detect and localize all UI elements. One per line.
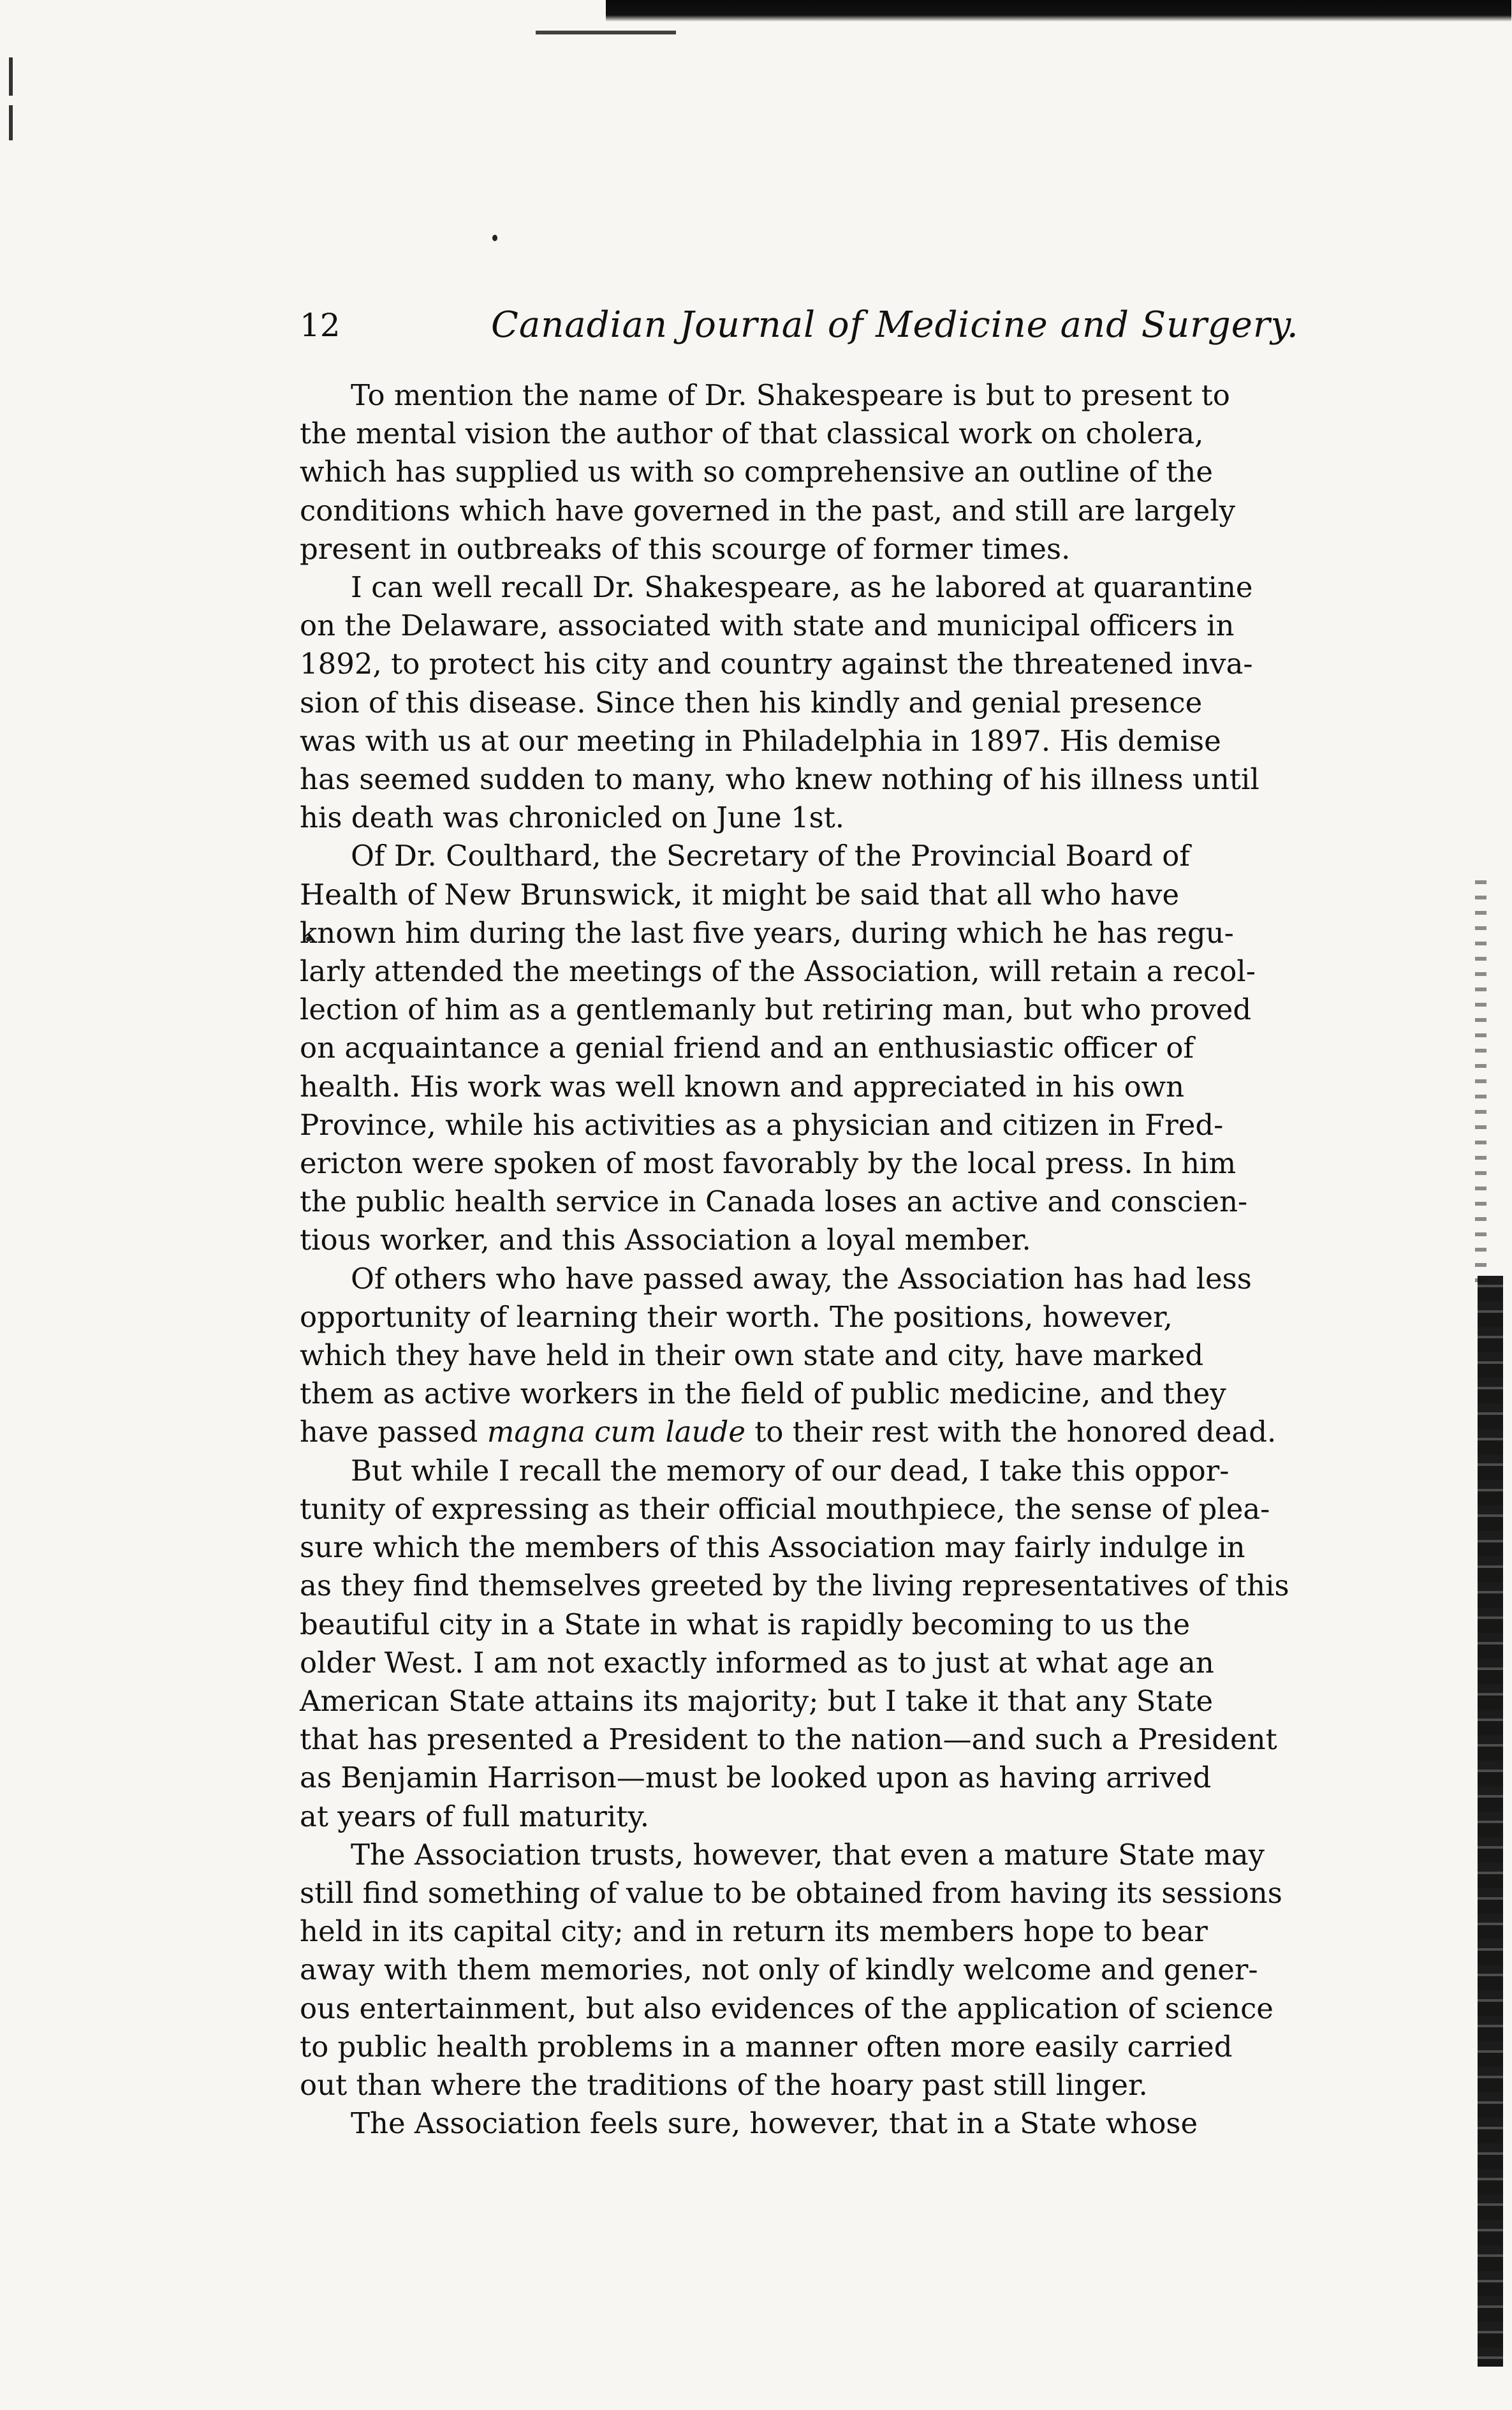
text-line: older West. I am not exactly informed as to just at what age an — [300, 1645, 1214, 1680]
text-line: as they find themselves greeted by the living representatives of this — [300, 1569, 1289, 1603]
scan-artifact-right-dots — [1475, 880, 1486, 1289]
running-head — [300, 300, 1333, 351]
text-line: Province, while his activities as a physician and citizen in Fred- — [300, 1107, 1224, 1142]
text-line: sion of this disease. Since then his kindly and genial presence — [300, 685, 1203, 720]
paragraph — [300, 837, 1333, 1259]
paragraph — [300, 568, 1333, 837]
paragraph — [300, 1452, 1333, 1836]
text-line: American State attains its majority; but I take it that any State — [300, 1683, 1214, 1718]
text-line: on the Delaware, associated with state and municipal officers in — [300, 609, 1235, 643]
text-line: conditions which have governed in the past, and still are largely — [300, 493, 1236, 528]
text-line: which they have held in their own state and city, have marked — [300, 1338, 1204, 1373]
text-line: them as active workers in the field of public medicine, and they — [300, 1377, 1226, 1411]
text-line: ous entertainment, but also evidences of the application of science — [300, 1991, 1273, 2025]
text-line: health. His work was well known and appreciated in his own — [300, 1069, 1185, 1104]
text-line: But while I recall the memory of our dead, I take this oppor- — [351, 1453, 1229, 1488]
text-line: the public health service in Canada loses an active and conscien- — [300, 1185, 1248, 1219]
paragraph — [300, 376, 1333, 568]
latin-phrase: magna cum laude — [487, 1415, 745, 1449]
text-line: tunity of expressing as their official mouthpiece, the sense of plea- — [300, 1491, 1270, 1526]
text-line: larly attended the meetings of the Association, will retain a recol- — [300, 954, 1256, 989]
text-line: Of others who have passed away, the Association has had less — [351, 1261, 1252, 1296]
text-line: opportunity of learning their worth. The positions, however, — [300, 1299, 1173, 1334]
text-line: has seemed sudden to many, who knew nothing of his illness until — [300, 762, 1259, 797]
text-line: known him during the last five years, during which he has regu- — [300, 915, 1234, 950]
text-line: the mental vision the author of that classical work on cholera, — [300, 417, 1204, 451]
text-line: at years of full maturity. — [300, 1799, 650, 1833]
text-line: his death was chronicled on June 1st. — [300, 801, 845, 835]
text-line: to public health problems in a manner often more easily carried — [300, 2029, 1233, 2064]
text-line: lection of him as a gentlemanly but retiring man, but who proved — [300, 993, 1252, 1027]
text-line: Health of New Brunswick, it might be said that all who have — [300, 877, 1180, 912]
paragraph — [300, 2104, 1333, 2143]
article-body — [300, 376, 1333, 2143]
text-line: as Benjamin Harrison—must be looked upon as having arrived — [300, 1761, 1212, 1795]
text-line: I can well recall Dr. Shakespeare, as he labored at quarantine — [351, 570, 1253, 605]
paragraph — [300, 1836, 1333, 2104]
text-line: present in outbreaks of this scourge of former times. — [300, 531, 1071, 566]
text-line: 1892, to protect his city and country against the threatened inva- — [300, 647, 1253, 681]
text-line: still find something of value to be obtained from having its sessions — [300, 1875, 1282, 1910]
scan-artifact-left-tick — [9, 57, 13, 96]
journal-title: Canadian Journal of Medicine and Surgery. — [491, 304, 1299, 346]
text-line: was with us at our meeting in Philadelphia in 1897. His demise — [300, 723, 1221, 758]
text-line: held in its capital city; and in return its members hope to bear — [300, 1914, 1208, 1949]
text-line: The Association feels sure, however, that in a State whose — [351, 2106, 1198, 2141]
text-line: have passed magna cum laude to their rest with the honored dead. — [300, 1415, 1277, 1449]
scan-artifact-left-tick — [9, 105, 13, 140]
scan-artifact-top-bar — [606, 0, 1511, 22]
text-line: sure which the members of this Association may fairly indulge in — [300, 1530, 1245, 1565]
text-line: The Association trusts, however, that even a mature State may — [351, 1837, 1265, 1872]
text-line: To mention the name of Dr. Shakespeare is but to present to — [351, 378, 1230, 412]
text-line: away with them memories, not only of kindly welcome and gener- — [300, 1953, 1258, 1987]
text-line: that has presented a President to the nation—and such a President — [300, 1722, 1277, 1757]
scan-artifact-right-edge — [1478, 1276, 1503, 2367]
page-number: 12 — [300, 307, 341, 344]
text-line: out than where the traditions of the hoary past still linger. — [300, 2067, 1148, 2102]
scan-artifact-speck — [492, 235, 497, 241]
text-line: beautiful city in a State in what is rapidly becoming to us the — [300, 1607, 1191, 1641]
text-line: Of Dr. Coulthard, the Secretary of the Provincial Board of — [351, 839, 1190, 873]
text-line: ericton were spoken of most favorably by the local press. In him — [300, 1146, 1237, 1181]
scan-artifact-top-line — [536, 31, 676, 34]
text-line: on acquaintance a genial friend and an enthusiastic officer of — [300, 1031, 1194, 1065]
text-line: which has supplied us with so comprehensive an outline of the — [300, 455, 1214, 489]
text-line: tious worker, and this Association a loyal member. — [300, 1223, 1031, 1257]
paragraph — [300, 1260, 1333, 1452]
